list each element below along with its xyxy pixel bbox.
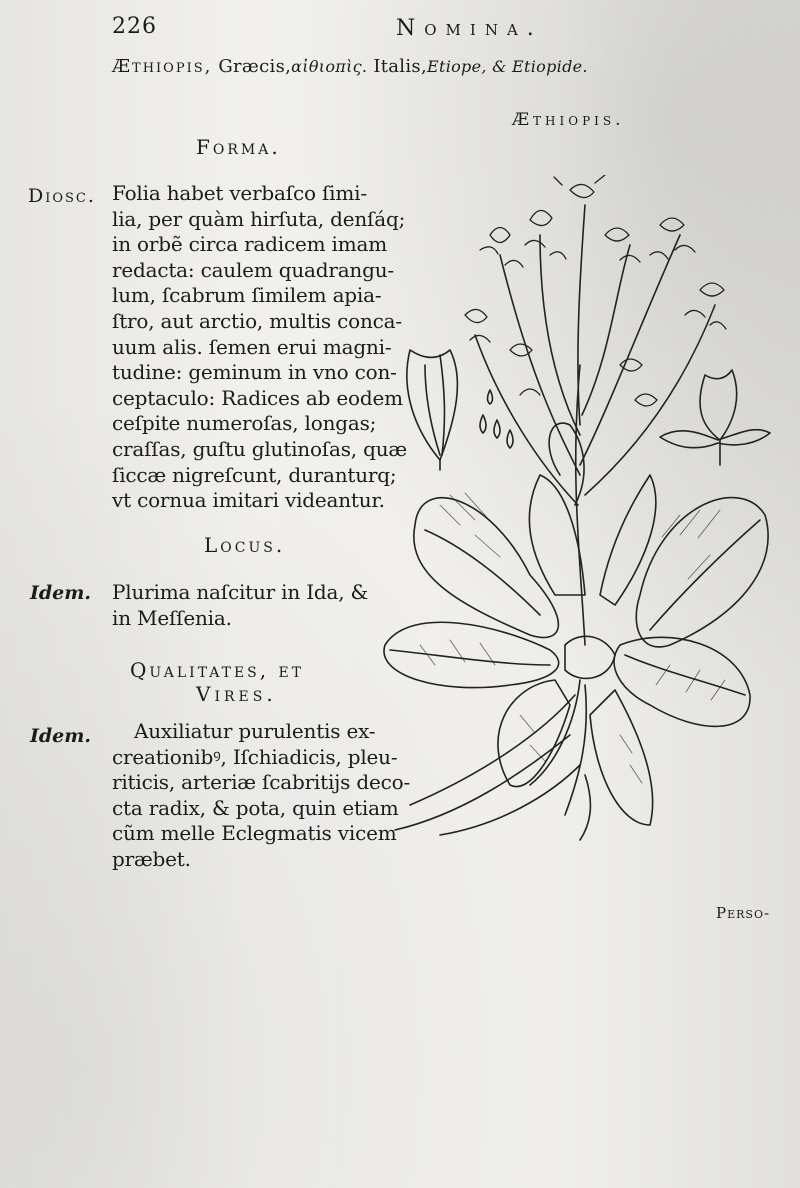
text-line: ſiccæ nigreſcunt, duranturq; [112, 462, 397, 487]
page-number: 226 [112, 14, 157, 39]
forma-text [112, 181, 407, 514]
text-line: riticis, arteriæ ſcabritijs deco- [112, 770, 411, 795]
text-line: ceſpite numeroſas, longas; [112, 411, 377, 436]
leaf-lower-right [614, 637, 750, 726]
plant-woodcut-illustration [380, 175, 780, 845]
catchword: Perso- [716, 904, 771, 922]
text-line: Auxiliatur purulentis ex- [134, 719, 376, 743]
text-line: præbet. [112, 846, 191, 871]
locus-text [112, 580, 368, 631]
section-heading-locus: Locus. [204, 533, 286, 557]
text-line: tudine: geminum in vno con- [112, 360, 397, 385]
italis-label: Italis, [367, 56, 427, 77]
margin-note-idem: Idem. [30, 582, 91, 604]
section-heading-qualitates: Qualitates, et [130, 658, 305, 682]
section-heading-forma: Forma. [196, 135, 281, 159]
text-line: Plurima naſcitur in Ida, & [112, 580, 369, 604]
text-line: cta radix, & pota, quin etiam [112, 795, 399, 820]
plant-names-line [112, 56, 588, 77]
running-head: Nomina. [396, 16, 543, 41]
roots [395, 680, 590, 840]
qualitates-text [112, 719, 410, 873]
graecis-label: Græcis, [212, 56, 292, 77]
seed-pod-right [700, 370, 737, 440]
text-line: creationibꝰ, Iſchiadicis, pleu- [112, 744, 398, 769]
text-line: redacta: caulem quadrangu- [112, 257, 394, 282]
text-line: lum, ſcabrum ſimilem apia- [112, 283, 382, 308]
text-line: vt cornua imitari videantur. [112, 488, 385, 513]
text-line: ceptaculo: Radices ab eodem [112, 385, 403, 410]
text-line: in Meſſenia. [112, 605, 232, 630]
text-line: Folia habet verbaſco ſimi- [112, 181, 367, 205]
seed-pod-left [407, 350, 458, 460]
margin-note-idem: Idem. [30, 725, 91, 747]
leaf-bottom-right [590, 690, 653, 825]
section-heading-vires: Vires. [196, 682, 277, 706]
text-line: uum alis. ſemen erui magni- [112, 334, 392, 359]
margin-note-diosc: Diosc. [28, 185, 96, 207]
leaf-lower-left [384, 622, 559, 687]
figure-caption: Æthiopis. [512, 110, 625, 130]
leaf-upper-right [636, 498, 768, 647]
text-line: cũm melle Eclegmatis vicem [112, 821, 397, 846]
text-line: craſſas, guſtu glutinoſas, quæ [112, 436, 407, 461]
latin-name: Æthiopis, [112, 56, 213, 77]
text-line: in orbẽ circa radicem imam [112, 232, 387, 257]
greek-name: αἰθιοπὶς. [291, 57, 368, 76]
text-line: ſtro, aut arctio, multis conca- [112, 308, 402, 333]
italian-name: Etiope, & Etiopide. [426, 57, 588, 76]
text-line: lia, per quàm hirſuta, denſáq; [112, 206, 406, 231]
leaf-center-right [600, 475, 656, 605]
